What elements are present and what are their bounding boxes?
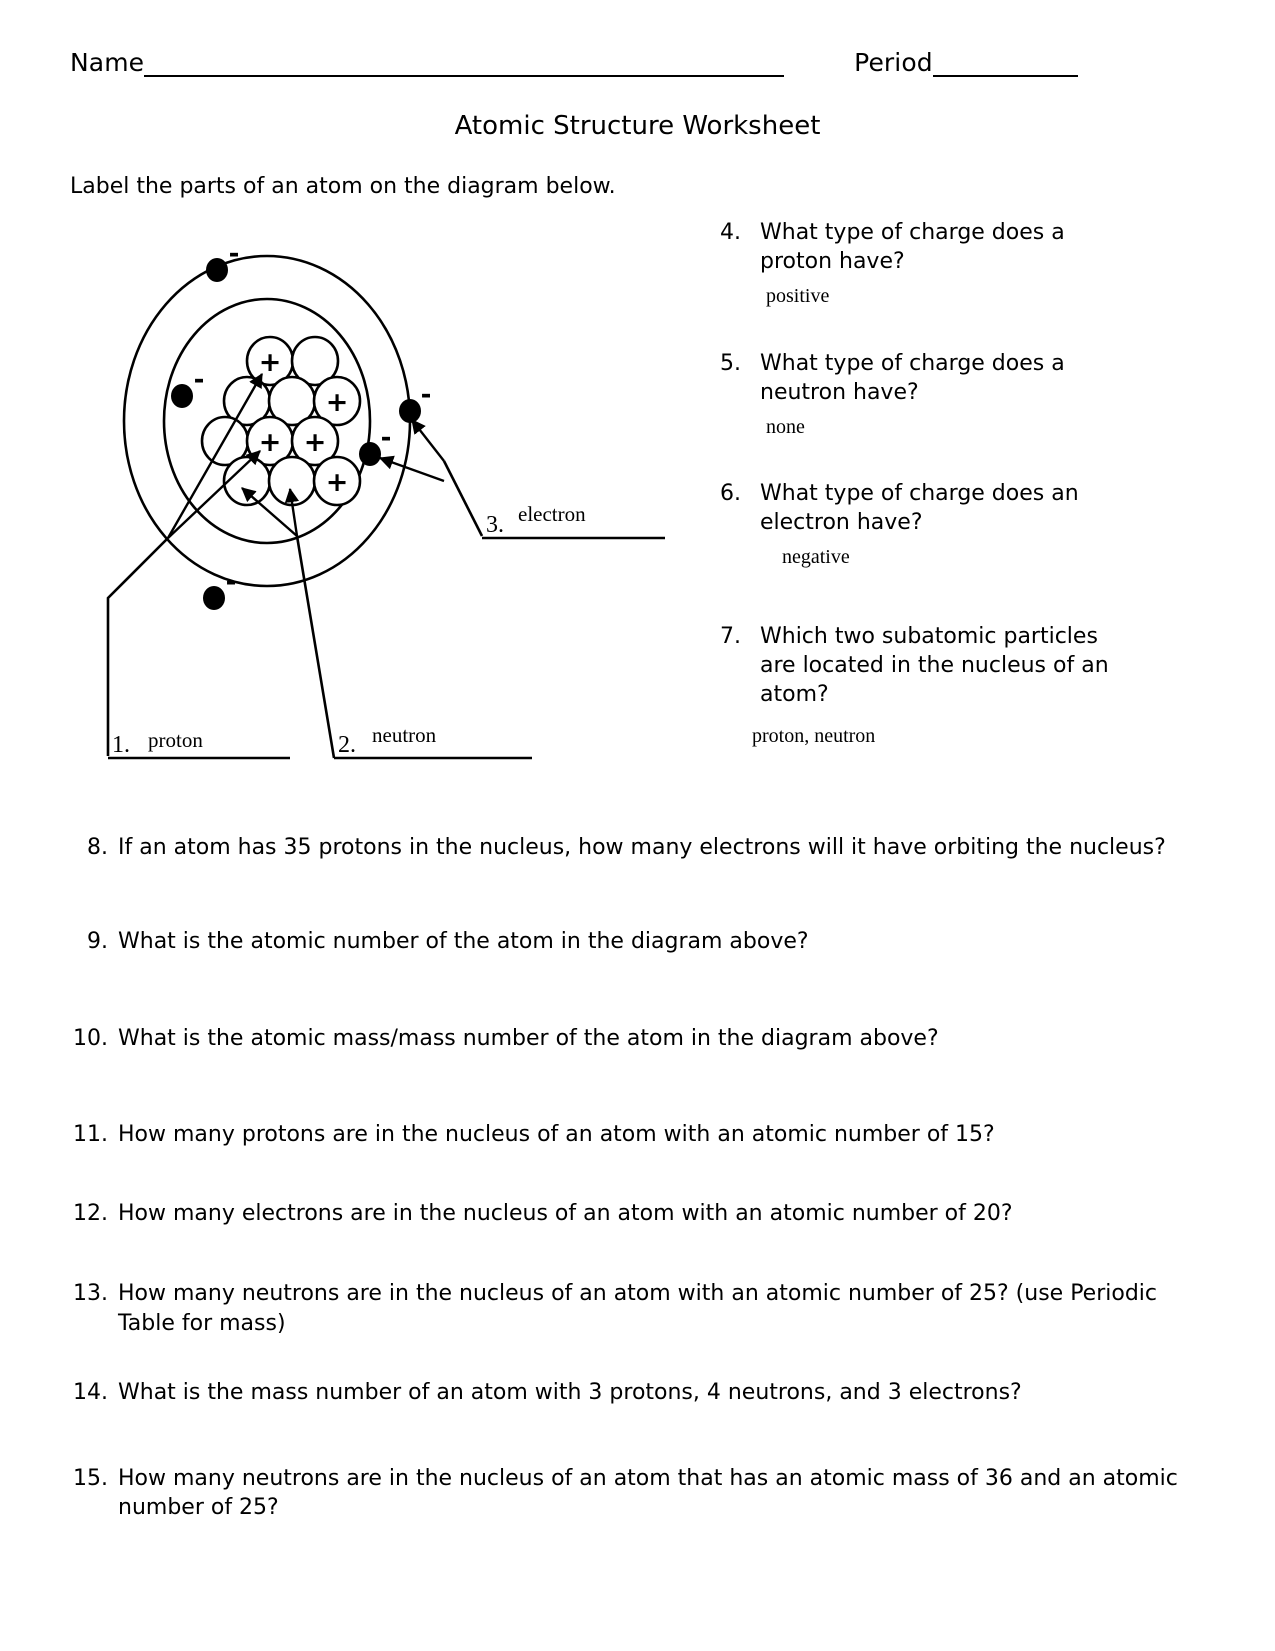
electron-minus-sign: - [380,423,392,453]
electron-minus-sign: - [225,567,237,597]
question-15-number: 15. [73,1465,108,1491]
proton-plus-sign: + [303,427,327,458]
label-2-answer: neutron [372,723,437,747]
question-10 [62,1024,1192,1053]
question-14 [62,1378,1192,1407]
answer-7[interactable]: proton, neutron [752,725,876,748]
electron-minus-sign: - [228,239,240,269]
question-8-number: 8. [87,835,108,860]
question-9 [62,927,1192,956]
electron-arrow [380,458,444,481]
question-9-text: What is the atomic number of the atom in the diagram above? [118,929,809,955]
electron-particle [206,258,228,282]
name-blank-line[interactable] [144,53,784,77]
question-13-number: 13. [73,1281,108,1307]
question-5 [720,349,1120,407]
period-blank-line[interactable] [933,53,1078,77]
question-15-text: How many neutrons are in the nucleus of an atom that has an atomic mass of 36 and an atomic number of 25? [118,1465,1178,1521]
question-14-number: 14. [73,1380,108,1406]
question-12 [62,1199,1192,1228]
page-title: Atomic Structure Worksheet [454,111,821,141]
question-11-text: How many protons are in the nucleus of an atom with an atomic number of 15? [118,1122,995,1148]
question-10-text: What is the atomic mass/mass number of the atom in the diagram above? [118,1025,939,1051]
right-question-column [720,218,1120,748]
electron-minus-sign: - [420,380,432,410]
question-14-text: What is the mass number of an atom with 3 protons, 4 neutrons, and 3 electrons? [118,1380,1022,1406]
question-block-4 [720,218,1120,308]
question-12-number: 12. [73,1200,108,1226]
question-12-text: How many electrons are in the nucleus of an atom with an atomic number of 20? [118,1200,1013,1226]
question-4-number: 4. [720,220,741,245]
proton-leader-line [108,538,168,756]
answer-5[interactable]: none [766,416,805,439]
proton-plus-sign: + [258,347,282,378]
electron-particle [359,442,381,466]
name-label: Name [70,48,145,77]
electron-arrow [412,420,444,461]
question-5-text: What type of charge does a neutron have? [760,351,1065,406]
electron-particle [203,586,225,610]
question-10-number: 10. [73,1025,108,1051]
label-3-number: 3. [486,512,504,538]
question-13-text: How many neutrons are in the nucleus of an atom with an atomic number of 25? (use Periodic Table for mass) [118,1281,1158,1336]
question-block-6 [720,479,1120,569]
electron-particle [399,399,421,423]
answer-6[interactable]: negative [782,546,850,569]
question-8-text: If an atom has 35 protons in the nucleus, how many electrons will it have orbiting the nucleus? [118,835,1166,860]
question-4-text: What type of charge does a proton have? [760,220,1065,275]
question-7-text: Which two subatomic particles are located in the nucleus of an atom? [760,624,1109,708]
atom-diagram [62,206,702,806]
question-6-number: 6. [720,481,741,507]
question-6-text: What type of charge does an electron have? [760,481,1079,536]
question-4 [720,218,1120,276]
label-1-number: 1. [112,732,130,758]
question-15 [62,1464,1192,1523]
label-2-number: 2. [338,732,356,758]
question-8 [62,833,1192,862]
proton-plus-sign: + [325,467,349,498]
proton-plus-sign: + [258,427,282,458]
label-1-answer: proton [148,728,203,752]
question-11 [62,1120,1192,1149]
header-fields [70,48,1210,77]
instruction-text: Label the parts of an atom on the diagram below. [70,174,616,199]
label-3-answer: electron [518,502,586,526]
question-13 [62,1279,1192,1338]
question-block-5 [720,349,1120,439]
question-block-7 [720,622,1120,748]
question-5-number: 5. [720,351,741,377]
proton-plus-sign: + [325,387,349,418]
electron-particle [171,384,193,408]
electron-minus-sign: - [193,365,205,395]
question-7 [720,622,1120,709]
question-6 [720,479,1120,537]
question-9-number: 9. [87,929,108,955]
answer-4[interactable]: positive [766,285,830,308]
question-11-number: 11. [73,1122,108,1148]
electron-leader-line [444,461,482,536]
bottom-question-list [62,833,1192,1523]
period-label: Period [854,48,933,77]
question-7-number: 7. [720,624,741,650]
